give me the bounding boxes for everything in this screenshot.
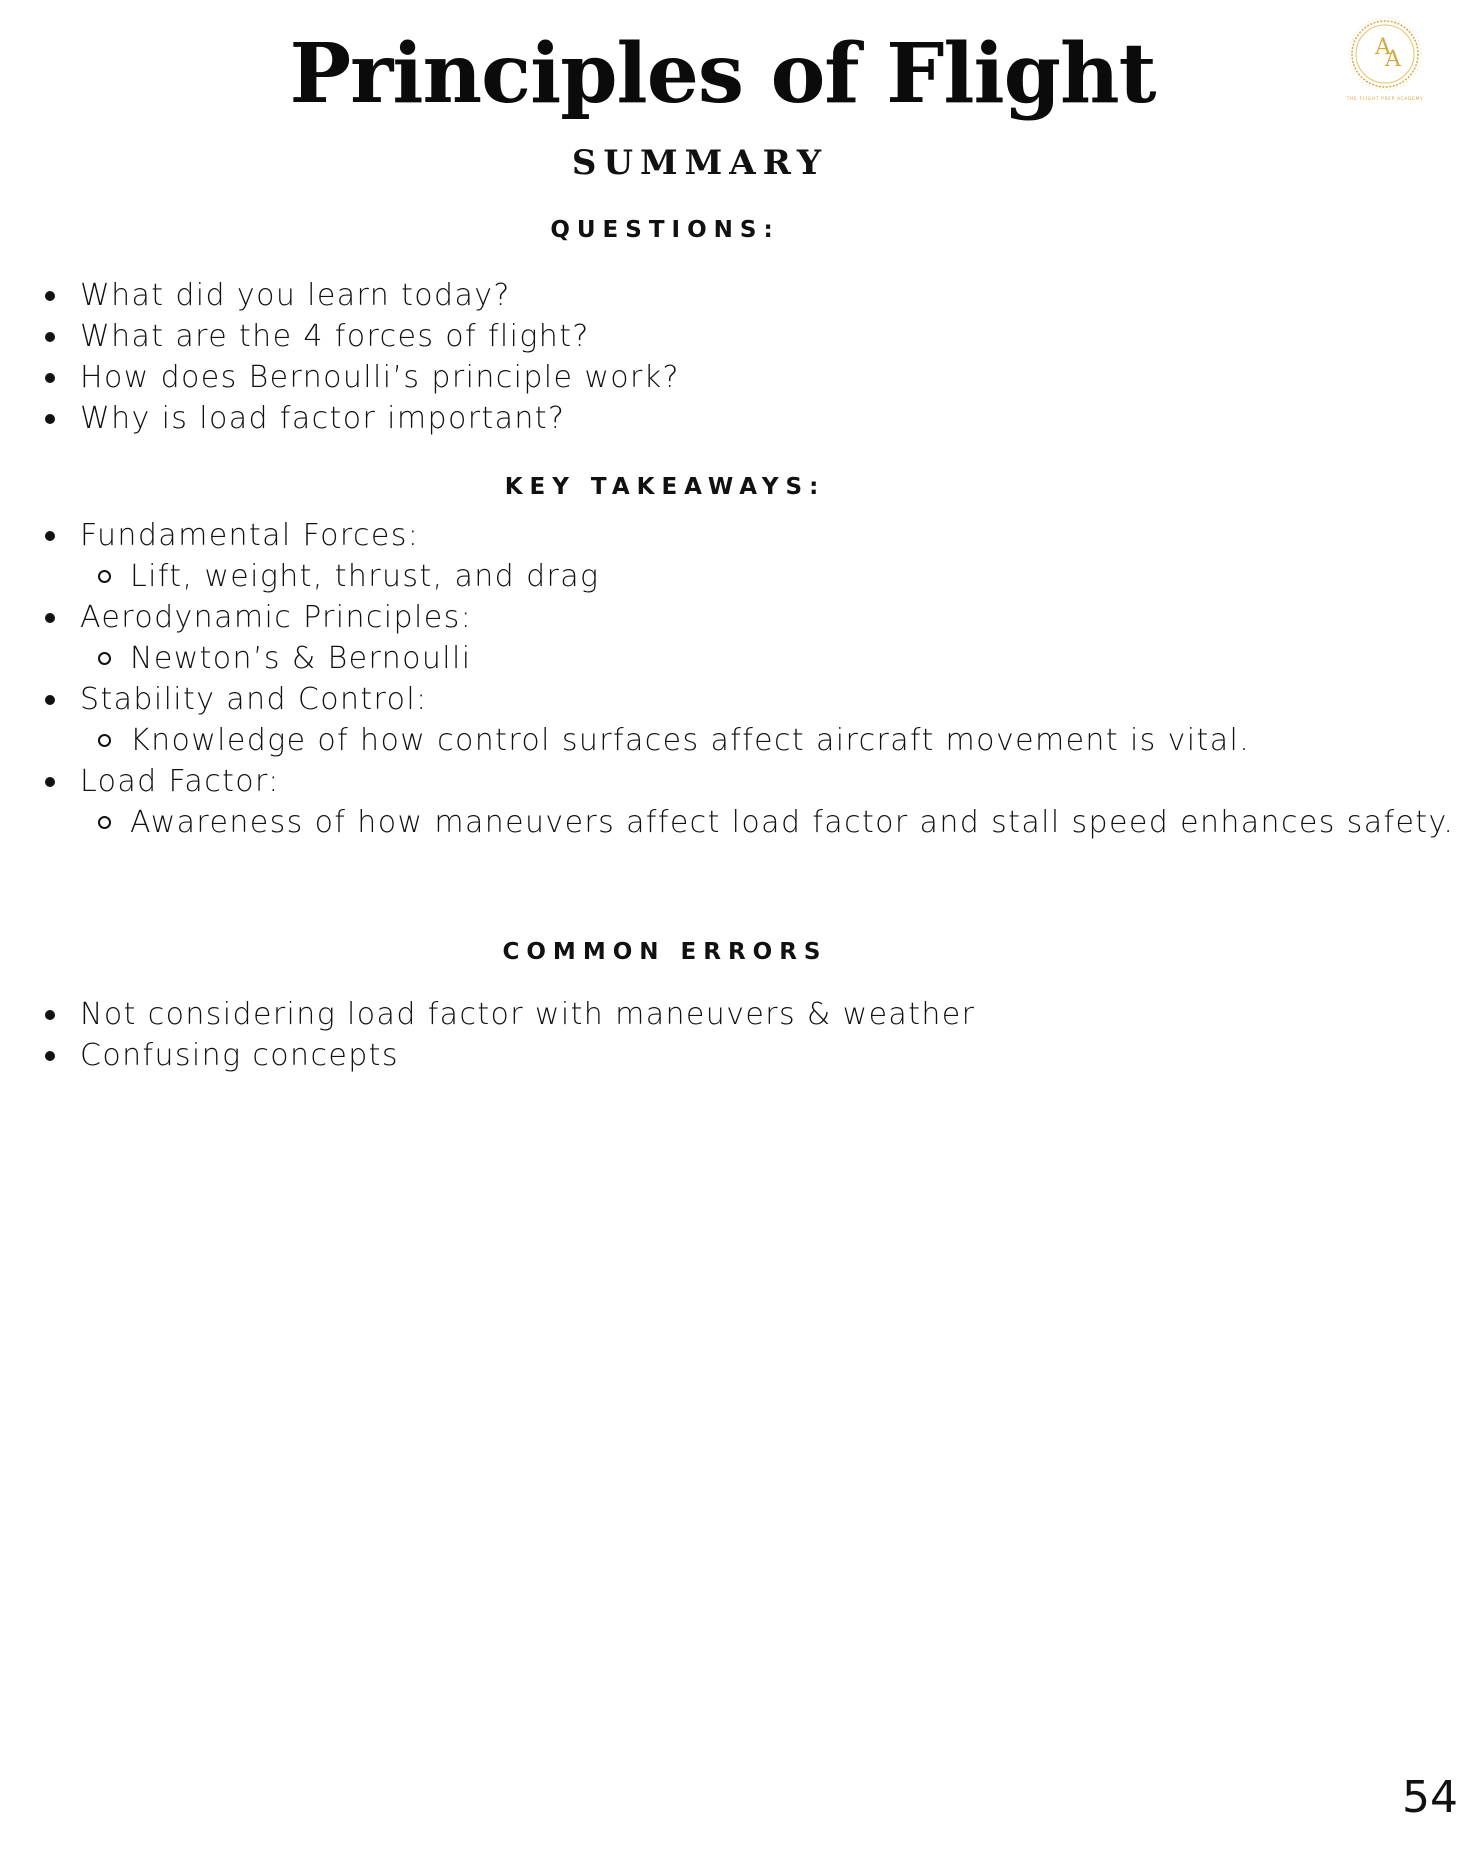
sub-list (80, 802, 1454, 843)
bullet-icon (45, 695, 55, 705)
sub-list-item (80, 556, 1454, 597)
sub-bullet-icon (98, 652, 111, 665)
logo-letter-a-second: A (1385, 47, 1401, 72)
page-subtitle: SUMMARY (571, 143, 829, 183)
sub-bullet-icon (98, 734, 111, 747)
errors-heading: COMMON ERRORS (502, 939, 828, 965)
questions-heading: QUESTIONS: (550, 217, 780, 243)
bullet-icon (45, 531, 55, 541)
list-item (0, 679, 1454, 761)
bullet-icon (45, 414, 55, 424)
sub-list-item (80, 720, 1454, 761)
academy-logo (1335, 8, 1435, 108)
sub-bullet-icon (98, 816, 111, 829)
list-item (0, 515, 1454, 597)
bullet-icon (45, 332, 55, 342)
takeaway-label: Fundamental Forces: (80, 518, 420, 553)
sub-list (80, 720, 1454, 761)
question-text: How does Bernoulli’s principle work? (80, 360, 680, 395)
list-item (0, 316, 680, 357)
bullet-icon (45, 777, 55, 787)
error-text: Confusing concepts (80, 1038, 399, 1073)
question-text: What are the 4 forces of flight? (80, 319, 590, 354)
list-item (0, 597, 1454, 679)
bullet-icon (45, 291, 55, 301)
list-item (0, 761, 1454, 843)
takeaways-list (0, 515, 1454, 843)
question-text: Why is load factor important? (80, 401, 566, 436)
takeaway-detail: Lift, weight, thrust, and drag (130, 559, 600, 594)
sub-list (80, 638, 1454, 679)
list-item (0, 994, 975, 1035)
takeaway-detail: Awareness of how maneuvers affect load factor and stall speed enhances safety. (130, 805, 1455, 840)
takeaway-label: Load Factor: (80, 764, 280, 799)
takeaway-detail: Newton’s & Bernoulli (130, 641, 472, 676)
errors-list (0, 994, 975, 1076)
page-number: 54 (1402, 1772, 1458, 1823)
sub-bullet-icon (98, 570, 111, 583)
bullet-icon (45, 373, 55, 383)
logo-letter-a: A (1375, 35, 1391, 60)
list-item (0, 275, 680, 316)
sub-list-item (80, 802, 1454, 843)
takeaway-detail: Knowledge of how control surfaces affect aircraft movement is vital. (130, 723, 1251, 758)
takeaways-heading: KEY TAKEAWAYS: (504, 474, 826, 500)
question-text: What did you learn today? (80, 278, 511, 313)
sub-list-item (80, 638, 1454, 679)
error-text: Not considering load factor with maneuvers & weather (80, 997, 976, 1032)
list-item (0, 1035, 975, 1076)
takeaway-label: Aerodynamic Principles: (80, 600, 473, 635)
bullet-icon (45, 1051, 55, 1061)
sub-list (80, 556, 1454, 597)
bullet-icon (45, 1010, 55, 1020)
page-title: Principles of Flight (289, 26, 1156, 122)
logo-caption: THE FLIGHT PREP ACADEMY (1346, 97, 1424, 102)
takeaway-label: Stability and Control: (80, 682, 428, 717)
list-item (0, 398, 680, 439)
list-item (0, 357, 680, 398)
questions-list (0, 275, 680, 439)
bullet-icon (45, 613, 55, 623)
